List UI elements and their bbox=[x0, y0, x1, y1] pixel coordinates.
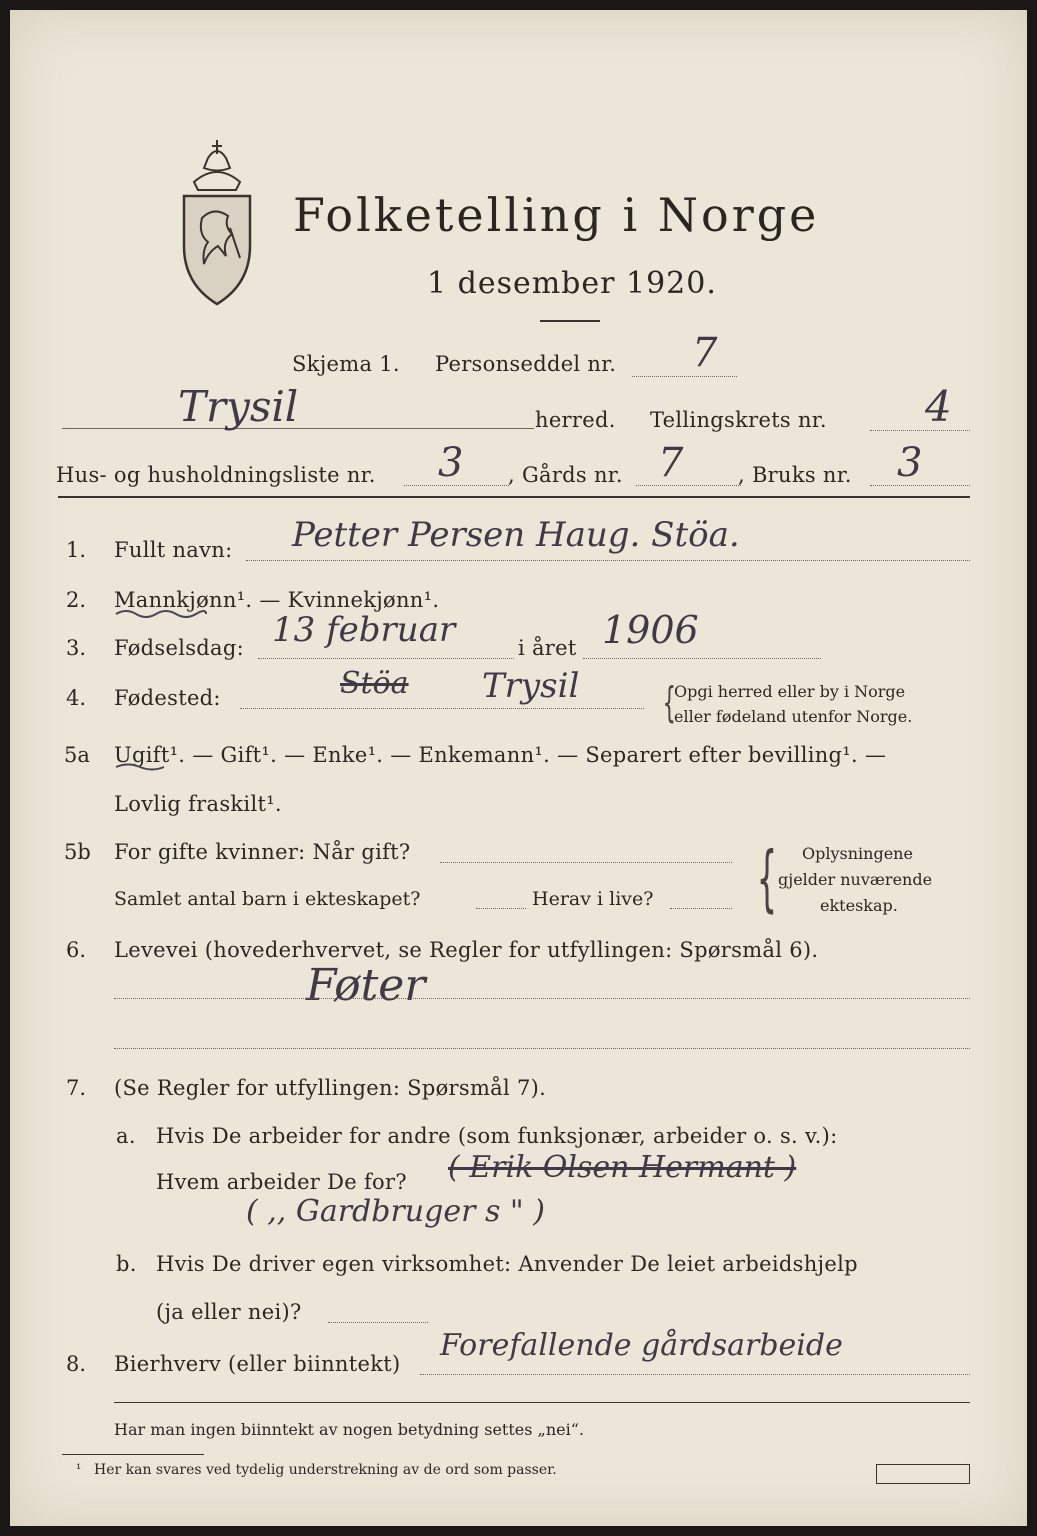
occupation-value[interactable]: Føter bbox=[306, 960, 426, 1011]
gards-line bbox=[636, 485, 741, 486]
birthplace-value[interactable]: Trysil bbox=[482, 666, 580, 706]
alive-line bbox=[670, 908, 732, 909]
birthday-value[interactable]: 13 februar bbox=[272, 610, 456, 650]
header-divider bbox=[58, 496, 970, 498]
q5b-number: 5b bbox=[64, 840, 91, 864]
q1-line bbox=[246, 560, 970, 561]
q5b-alive-label: Herav i live? bbox=[532, 888, 654, 910]
q8-number: 8. bbox=[66, 1352, 87, 1376]
q5b-note-line2: gjelder nuværende bbox=[778, 870, 933, 889]
q3-number: 3. bbox=[66, 636, 87, 660]
full-name-value[interactable]: Petter Persen Haug. Stöa. bbox=[292, 515, 740, 555]
q5b-note-line3: ekteskap. bbox=[820, 896, 898, 915]
q7b-letter: b. bbox=[116, 1252, 137, 1276]
birthplace-line bbox=[240, 708, 644, 709]
footer-note: Har man ingen biinntekt av nogen betydning settes „nei“. bbox=[114, 1420, 584, 1439]
tellingskrets-value[interactable]: 4 bbox=[925, 382, 952, 431]
birthday-line bbox=[258, 658, 514, 659]
q6-number: 6. bbox=[66, 938, 87, 962]
year-label: i året bbox=[518, 636, 577, 660]
mannkjonn-underline bbox=[114, 608, 208, 620]
schema-label: Skjema 1. bbox=[292, 352, 400, 376]
q4-note-line1: Opgi herred eller by i Norge bbox=[674, 682, 906, 701]
secondary-income-line bbox=[420, 1374, 970, 1375]
gender-options[interactable]: Mannkjønn¹. — Kvinnekjønn¹. bbox=[114, 588, 440, 612]
bruks-value[interactable]: 3 bbox=[897, 440, 923, 486]
marital-status-options-cont[interactable]: Lovlig fraskilt¹. bbox=[114, 792, 282, 816]
q4-note-line2: eller fødeland utenfor Norge. bbox=[674, 707, 913, 726]
bruks-label: , Bruks nr. bbox=[738, 463, 852, 487]
occupation-line bbox=[114, 998, 970, 999]
herred-label: herred. bbox=[535, 408, 616, 432]
secondary-income-value[interactable]: Forefallende gårdsarbeide bbox=[440, 1328, 843, 1363]
husholdningsliste-value[interactable]: 3 bbox=[438, 440, 464, 486]
hired-help-line bbox=[328, 1322, 428, 1323]
q2-number: 2. bbox=[66, 588, 87, 612]
children-line bbox=[476, 908, 526, 909]
year-line bbox=[583, 658, 821, 659]
employer-value[interactable]: ( ,, Gardbruger s " ) bbox=[246, 1194, 545, 1229]
q4-brace: { bbox=[662, 678, 677, 727]
q5b-note-line1: Oplysningene bbox=[802, 844, 913, 863]
q7a-letter: a. bbox=[116, 1124, 136, 1148]
birthplace-struck-value[interactable]: Stöa bbox=[340, 666, 409, 701]
footnote-mark: ¹ bbox=[76, 1462, 82, 1477]
personseddel-line bbox=[632, 376, 737, 377]
husholdningsliste-label: Hus- og husholdningsliste nr. bbox=[56, 463, 376, 487]
q7-number: 7. bbox=[66, 1076, 87, 1100]
census-date: 1 desember 1920. bbox=[427, 266, 717, 301]
footnote-text: Her kan svares ved tydelig understrekning av de ord som passer. bbox=[94, 1462, 557, 1478]
personseddel-value[interactable]: 7 bbox=[692, 330, 718, 376]
marital-status-options[interactable]: Ugift¹. — Gift¹. — Enke¹. — Enkemann¹. — Separert efter bevilling¹. — bbox=[114, 743, 887, 767]
title-divider bbox=[540, 320, 600, 322]
q3-label: Fødselsdag: bbox=[114, 636, 244, 660]
q5a-number: 5a bbox=[64, 743, 90, 767]
q6-label: Levevei (hovederhvervet, se Regler for utfyllingen: Spørsmål 6). bbox=[114, 938, 819, 962]
printer-stamp bbox=[876, 1464, 970, 1484]
tellingskrets-line bbox=[870, 430, 970, 431]
q5b-married-when-label: For gifte kvinner: Når gift? bbox=[114, 840, 411, 864]
footer-divider bbox=[114, 1402, 970, 1403]
q7-label: (Se Regler for utfyllingen: Spørsmål 7). bbox=[114, 1076, 547, 1100]
tellingskrets-label: Tellingskrets nr. bbox=[650, 408, 827, 432]
occupation-line-2 bbox=[114, 1048, 970, 1049]
q1-number: 1. bbox=[66, 538, 87, 562]
census-form bbox=[10, 10, 1027, 1526]
q4-number: 4. bbox=[66, 686, 87, 710]
q1-label: Fullt navn: bbox=[114, 538, 233, 562]
footnote-rule bbox=[62, 1454, 204, 1455]
q7a-employer-label: Hvem arbeider De for? bbox=[156, 1170, 407, 1194]
employer-struck-value[interactable]: ( Erik Olsen Hermant ) bbox=[448, 1150, 797, 1185]
q4-label: Fødested: bbox=[114, 686, 221, 710]
q7b-line1: Hvis De driver egen virksomhet: Anvender De leiet arbeidshjelp bbox=[156, 1252, 858, 1276]
q5b-children-label: Samlet antal barn i ekteskapet? bbox=[114, 888, 421, 910]
birth-year-value[interactable]: 1906 bbox=[602, 608, 699, 652]
personseddel-label: Personseddel nr. bbox=[435, 352, 617, 376]
herred-value[interactable]: Trysil bbox=[178, 382, 299, 431]
q7b-label: (ja eller nei)? bbox=[156, 1300, 302, 1324]
q8-label: Bierhverv (eller biinntekt) bbox=[114, 1352, 401, 1376]
coat-of-arms-icon bbox=[172, 138, 262, 306]
form-title: Folketelling i Norge bbox=[293, 188, 820, 242]
ugift-underline bbox=[114, 762, 166, 772]
gards-label: , Gårds nr. bbox=[508, 463, 623, 487]
gards-value[interactable]: 7 bbox=[658, 440, 684, 486]
q5b-brace: { bbox=[756, 836, 778, 920]
q7a-line1: Hvis De arbeider for andre (som funksjonær, arbeider o. s. v.): bbox=[156, 1124, 838, 1148]
married-when-line bbox=[440, 862, 732, 863]
